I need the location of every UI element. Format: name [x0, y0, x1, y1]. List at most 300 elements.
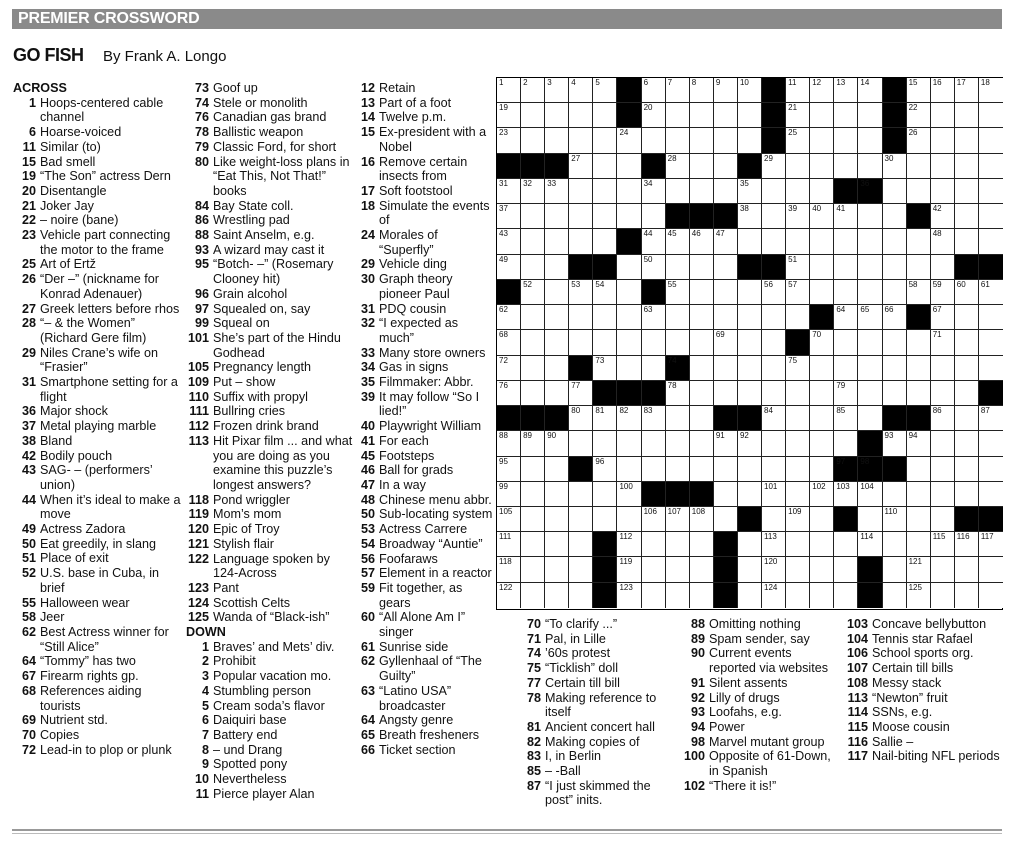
- grid-square[interactable]: [762, 305, 786, 330]
- grid-square[interactable]: [545, 330, 569, 355]
- grid-square[interactable]: [762, 229, 786, 254]
- grid-square[interactable]: [617, 583, 641, 608]
- grid-square[interactable]: [666, 532, 690, 557]
- grid-square[interactable]: [834, 78, 858, 103]
- grid-square[interactable]: [883, 356, 907, 381]
- grid-square[interactable]: [569, 381, 593, 406]
- grid-square[interactable]: [521, 280, 545, 305]
- grid-square[interactable]: [714, 431, 738, 456]
- grid-square[interactable]: [497, 532, 521, 557]
- grid-square[interactable]: [931, 255, 955, 280]
- grid-square[interactable]: [497, 482, 521, 507]
- grid-square[interactable]: [569, 280, 593, 305]
- grid-square[interactable]: [569, 128, 593, 153]
- grid-square[interactable]: [642, 406, 666, 431]
- grid-square[interactable]: [907, 507, 931, 532]
- grid-square[interactable]: [521, 431, 545, 456]
- grid-square[interactable]: [666, 431, 690, 456]
- grid-square[interactable]: [955, 78, 979, 103]
- grid-square[interactable]: [738, 583, 762, 608]
- grid-square[interactable]: [907, 583, 931, 608]
- grid-square[interactable]: [955, 330, 979, 355]
- grid-square[interactable]: [979, 482, 1003, 507]
- grid-square[interactable]: [521, 305, 545, 330]
- grid-square[interactable]: [690, 128, 714, 153]
- grid-square[interactable]: [834, 229, 858, 254]
- grid-square[interactable]: [690, 457, 714, 482]
- grid-square[interactable]: [569, 406, 593, 431]
- grid-square[interactable]: [521, 128, 545, 153]
- grid-square[interactable]: [690, 532, 714, 557]
- grid-square[interactable]: [883, 507, 907, 532]
- grid-square[interactable]: [569, 305, 593, 330]
- grid-square[interactable]: [593, 128, 617, 153]
- grid-square[interactable]: [569, 482, 593, 507]
- grid-square[interactable]: [955, 583, 979, 608]
- grid-square[interactable]: [690, 103, 714, 128]
- grid-square[interactable]: [497, 431, 521, 456]
- grid-square[interactable]: [955, 103, 979, 128]
- grid-square[interactable]: [762, 179, 786, 204]
- grid-square[interactable]: [907, 154, 931, 179]
- grid-square[interactable]: [931, 583, 955, 608]
- grid-square[interactable]: [931, 482, 955, 507]
- grid-square[interactable]: [834, 128, 858, 153]
- grid-square[interactable]: [979, 179, 1003, 204]
- grid-square[interactable]: [738, 330, 762, 355]
- grid-square[interactable]: [810, 406, 834, 431]
- grid-square[interactable]: [786, 482, 810, 507]
- grid-square[interactable]: [955, 482, 979, 507]
- grid-square[interactable]: [834, 330, 858, 355]
- grid-square[interactable]: [738, 103, 762, 128]
- grid-square[interactable]: [762, 507, 786, 532]
- grid-square[interactable]: [569, 431, 593, 456]
- grid-square[interactable]: [907, 280, 931, 305]
- grid-square[interactable]: [907, 330, 931, 355]
- grid-square[interactable]: [738, 204, 762, 229]
- grid-square[interactable]: [979, 457, 1003, 482]
- grid-square[interactable]: [569, 103, 593, 128]
- grid-square[interactable]: [521, 78, 545, 103]
- grid-square[interactable]: [858, 381, 882, 406]
- grid-square[interactable]: [931, 532, 955, 557]
- grid-square[interactable]: [666, 179, 690, 204]
- grid-square[interactable]: [979, 330, 1003, 355]
- grid-square[interactable]: [931, 356, 955, 381]
- grid-square[interactable]: [714, 457, 738, 482]
- grid-square[interactable]: [786, 179, 810, 204]
- grid-square[interactable]: [521, 103, 545, 128]
- grid-square[interactable]: [762, 557, 786, 582]
- grid-square[interactable]: [569, 532, 593, 557]
- grid-square[interactable]: [786, 356, 810, 381]
- grid-square[interactable]: [617, 179, 641, 204]
- grid-square[interactable]: [955, 128, 979, 153]
- grid-square[interactable]: [617, 406, 641, 431]
- grid-square[interactable]: [955, 557, 979, 582]
- grid-square[interactable]: [907, 557, 931, 582]
- grid-square[interactable]: [569, 78, 593, 103]
- grid-square[interactable]: [521, 330, 545, 355]
- grid-square[interactable]: [858, 532, 882, 557]
- grid-square[interactable]: [858, 154, 882, 179]
- grid-square[interactable]: [883, 154, 907, 179]
- grid-square[interactable]: [979, 154, 1003, 179]
- grid-square[interactable]: [690, 255, 714, 280]
- grid-square[interactable]: [834, 204, 858, 229]
- grid-square[interactable]: [690, 229, 714, 254]
- grid-square[interactable]: [907, 78, 931, 103]
- grid-square[interactable]: [979, 356, 1003, 381]
- grid-square[interactable]: [521, 507, 545, 532]
- grid-square[interactable]: [690, 179, 714, 204]
- grid-square[interactable]: [642, 457, 666, 482]
- grid-square[interactable]: [593, 305, 617, 330]
- grid-square[interactable]: [521, 255, 545, 280]
- grid-square[interactable]: [642, 128, 666, 153]
- grid-square[interactable]: [979, 431, 1003, 456]
- grid-square[interactable]: [786, 532, 810, 557]
- grid-square[interactable]: [931, 229, 955, 254]
- grid-square[interactable]: [834, 431, 858, 456]
- grid-square[interactable]: [617, 507, 641, 532]
- grid-square[interactable]: [642, 557, 666, 582]
- grid-square[interactable]: [545, 78, 569, 103]
- grid-square[interactable]: [834, 583, 858, 608]
- grid-square[interactable]: [810, 154, 834, 179]
- grid-square[interactable]: [593, 457, 617, 482]
- grid-square[interactable]: [907, 457, 931, 482]
- grid-square[interactable]: [593, 103, 617, 128]
- grid-square[interactable]: [666, 128, 690, 153]
- grid-square[interactable]: [497, 330, 521, 355]
- grid-square[interactable]: [979, 557, 1003, 582]
- grid-square[interactable]: [545, 179, 569, 204]
- grid-square[interactable]: [714, 229, 738, 254]
- grid-square[interactable]: [593, 356, 617, 381]
- grid-square[interactable]: [642, 78, 666, 103]
- grid-square[interactable]: [786, 406, 810, 431]
- grid-square[interactable]: [786, 557, 810, 582]
- grid-square[interactable]: [497, 457, 521, 482]
- grid-square[interactable]: [714, 78, 738, 103]
- grid-square[interactable]: [883, 280, 907, 305]
- grid-square[interactable]: [617, 255, 641, 280]
- grid-square[interactable]: [642, 103, 666, 128]
- grid-square[interactable]: [642, 179, 666, 204]
- grid-square[interactable]: [497, 78, 521, 103]
- grid-square[interactable]: [810, 457, 834, 482]
- grid-square[interactable]: [907, 229, 931, 254]
- grid-square[interactable]: [738, 179, 762, 204]
- grid-square[interactable]: [979, 103, 1003, 128]
- grid-square[interactable]: [497, 179, 521, 204]
- grid-square[interactable]: [979, 406, 1003, 431]
- grid-square[interactable]: [642, 255, 666, 280]
- grid-square[interactable]: [810, 482, 834, 507]
- grid-square[interactable]: [858, 204, 882, 229]
- grid-square[interactable]: [545, 482, 569, 507]
- grid-square[interactable]: [521, 179, 545, 204]
- grid-square[interactable]: [545, 204, 569, 229]
- grid-square[interactable]: [858, 103, 882, 128]
- grid-square[interactable]: [521, 583, 545, 608]
- grid-square[interactable]: [810, 532, 834, 557]
- grid-square[interactable]: [858, 229, 882, 254]
- grid-square[interactable]: [979, 532, 1003, 557]
- grid-square[interactable]: [666, 381, 690, 406]
- grid-square[interactable]: [979, 204, 1003, 229]
- grid-square[interactable]: [690, 280, 714, 305]
- grid-square[interactable]: [666, 154, 690, 179]
- grid-square[interactable]: [907, 128, 931, 153]
- grid-square[interactable]: [569, 204, 593, 229]
- grid-square[interactable]: [666, 406, 690, 431]
- grid-square[interactable]: [497, 507, 521, 532]
- grid-square[interactable]: [617, 280, 641, 305]
- grid-square[interactable]: [955, 356, 979, 381]
- grid-square[interactable]: [883, 381, 907, 406]
- grid-square[interactable]: [810, 280, 834, 305]
- grid-square[interactable]: [569, 154, 593, 179]
- grid-square[interactable]: [738, 557, 762, 582]
- grid-square[interactable]: [810, 255, 834, 280]
- grid-square[interactable]: [834, 255, 858, 280]
- grid-square[interactable]: [690, 557, 714, 582]
- grid-square[interactable]: [762, 532, 786, 557]
- grid-square[interactable]: [569, 557, 593, 582]
- grid-square[interactable]: [762, 154, 786, 179]
- grid-square[interactable]: [858, 482, 882, 507]
- grid-square[interactable]: [955, 204, 979, 229]
- grid-square[interactable]: [666, 507, 690, 532]
- grid-square[interactable]: [545, 557, 569, 582]
- grid-square[interactable]: [931, 204, 955, 229]
- grid-square[interactable]: [593, 204, 617, 229]
- grid-square[interactable]: [810, 583, 834, 608]
- grid-square[interactable]: [714, 280, 738, 305]
- grid-square[interactable]: [786, 431, 810, 456]
- grid-square[interactable]: [666, 255, 690, 280]
- grid-square[interactable]: [545, 583, 569, 608]
- grid-square[interactable]: [521, 457, 545, 482]
- grid-square[interactable]: [955, 305, 979, 330]
- grid-square[interactable]: [617, 128, 641, 153]
- grid-square[interactable]: [617, 457, 641, 482]
- grid-square[interactable]: [883, 229, 907, 254]
- grid-square[interactable]: [786, 229, 810, 254]
- grid-square[interactable]: [931, 78, 955, 103]
- grid-square[interactable]: [931, 103, 955, 128]
- grid-square[interactable]: [497, 583, 521, 608]
- grid-square[interactable]: [834, 154, 858, 179]
- grid-square[interactable]: [931, 406, 955, 431]
- grid-square[interactable]: [786, 128, 810, 153]
- grid-square[interactable]: [666, 78, 690, 103]
- grid-square[interactable]: [714, 356, 738, 381]
- grid-square[interactable]: [762, 406, 786, 431]
- grid-square[interactable]: [979, 280, 1003, 305]
- grid-square[interactable]: [714, 103, 738, 128]
- grid-square[interactable]: [569, 507, 593, 532]
- grid-square[interactable]: [858, 406, 882, 431]
- grid-square[interactable]: [617, 557, 641, 582]
- grid-square[interactable]: [617, 204, 641, 229]
- grid-square[interactable]: [642, 431, 666, 456]
- grid-square[interactable]: [497, 128, 521, 153]
- grid-square[interactable]: [738, 128, 762, 153]
- grid-square[interactable]: [642, 330, 666, 355]
- grid-square[interactable]: [497, 103, 521, 128]
- grid-square[interactable]: [883, 557, 907, 582]
- grid-square[interactable]: [786, 103, 810, 128]
- grid-square[interactable]: [786, 507, 810, 532]
- grid-square[interactable]: [545, 507, 569, 532]
- grid-square[interactable]: [931, 330, 955, 355]
- grid-square[interactable]: [834, 103, 858, 128]
- grid-square[interactable]: [738, 431, 762, 456]
- grid-square[interactable]: [642, 507, 666, 532]
- grid-square[interactable]: [617, 482, 641, 507]
- grid-square[interactable]: [834, 305, 858, 330]
- grid-square[interactable]: [714, 482, 738, 507]
- grid-square[interactable]: [690, 305, 714, 330]
- grid-square[interactable]: [497, 356, 521, 381]
- grid-square[interactable]: [883, 305, 907, 330]
- grid-square[interactable]: [955, 179, 979, 204]
- grid-square[interactable]: [834, 280, 858, 305]
- grid-square[interactable]: [955, 229, 979, 254]
- grid-square[interactable]: [810, 557, 834, 582]
- grid-square[interactable]: [642, 583, 666, 608]
- grid-square[interactable]: [521, 532, 545, 557]
- grid-square[interactable]: [593, 78, 617, 103]
- grid-square[interactable]: [545, 305, 569, 330]
- grid-square[interactable]: [907, 482, 931, 507]
- grid-square[interactable]: [714, 154, 738, 179]
- grid-square[interactable]: [786, 381, 810, 406]
- grid-square[interactable]: [786, 457, 810, 482]
- grid-square[interactable]: [545, 255, 569, 280]
- grid-square[interactable]: [666, 229, 690, 254]
- grid-square[interactable]: [690, 381, 714, 406]
- grid-square[interactable]: [858, 305, 882, 330]
- grid-square[interactable]: [858, 128, 882, 153]
- grid-square[interactable]: [738, 457, 762, 482]
- grid-square[interactable]: [521, 482, 545, 507]
- grid-square[interactable]: [762, 482, 786, 507]
- grid-square[interactable]: [931, 381, 955, 406]
- grid-square[interactable]: [617, 431, 641, 456]
- grid-square[interactable]: [762, 204, 786, 229]
- grid-square[interactable]: [931, 305, 955, 330]
- grid-square[interactable]: [545, 431, 569, 456]
- grid-square[interactable]: [569, 583, 593, 608]
- grid-square[interactable]: [810, 431, 834, 456]
- grid-square[interactable]: [545, 103, 569, 128]
- grid-square[interactable]: [858, 255, 882, 280]
- grid-square[interactable]: [714, 305, 738, 330]
- grid-square[interactable]: [858, 356, 882, 381]
- grid-square[interactable]: [569, 179, 593, 204]
- grid-square[interactable]: [883, 583, 907, 608]
- grid-square[interactable]: [617, 305, 641, 330]
- grid-square[interactable]: [810, 330, 834, 355]
- grid-square[interactable]: [521, 381, 545, 406]
- grid-square[interactable]: [642, 305, 666, 330]
- grid-square[interactable]: [907, 356, 931, 381]
- grid-square[interactable]: [617, 532, 641, 557]
- grid-square[interactable]: [666, 305, 690, 330]
- grid-square[interactable]: [834, 381, 858, 406]
- grid-square[interactable]: [497, 229, 521, 254]
- grid-square[interactable]: [858, 280, 882, 305]
- grid-square[interactable]: [617, 154, 641, 179]
- grid-square[interactable]: [521, 356, 545, 381]
- grid-square[interactable]: [593, 229, 617, 254]
- grid-square[interactable]: [738, 482, 762, 507]
- grid-square[interactable]: [786, 583, 810, 608]
- grid-square[interactable]: [521, 557, 545, 582]
- grid-square[interactable]: [714, 179, 738, 204]
- grid-square[interactable]: [666, 280, 690, 305]
- grid-square[interactable]: [642, 204, 666, 229]
- grid-square[interactable]: [690, 356, 714, 381]
- grid-square[interactable]: [738, 381, 762, 406]
- grid-square[interactable]: [545, 128, 569, 153]
- grid-square[interactable]: [786, 280, 810, 305]
- grid-square[interactable]: [786, 154, 810, 179]
- grid-square[interactable]: [497, 204, 521, 229]
- grid-square[interactable]: [738, 78, 762, 103]
- grid-square[interactable]: [690, 330, 714, 355]
- grid-square[interactable]: [834, 356, 858, 381]
- grid-square[interactable]: [762, 330, 786, 355]
- grid-square[interactable]: [955, 381, 979, 406]
- grid-square[interactable]: [883, 431, 907, 456]
- grid-square[interactable]: [810, 381, 834, 406]
- grid-square[interactable]: [714, 255, 738, 280]
- grid-square[interactable]: [786, 305, 810, 330]
- grid-square[interactable]: [762, 280, 786, 305]
- grid-square[interactable]: [810, 356, 834, 381]
- grid-square[interactable]: [931, 431, 955, 456]
- grid-square[interactable]: [955, 154, 979, 179]
- grid-square[interactable]: [690, 507, 714, 532]
- grid-square[interactable]: [762, 457, 786, 482]
- grid-square[interactable]: [497, 255, 521, 280]
- grid-square[interactable]: [786, 204, 810, 229]
- grid-square[interactable]: [786, 78, 810, 103]
- grid-square[interactable]: [810, 128, 834, 153]
- grid-square[interactable]: [907, 381, 931, 406]
- grid-square[interactable]: [834, 482, 858, 507]
- grid-square[interactable]: [810, 507, 834, 532]
- grid-square[interactable]: [593, 507, 617, 532]
- grid-square[interactable]: [593, 482, 617, 507]
- grid-square[interactable]: [858, 330, 882, 355]
- grid-square[interactable]: [642, 356, 666, 381]
- grid-square[interactable]: [931, 557, 955, 582]
- grid-square[interactable]: [738, 280, 762, 305]
- grid-square[interactable]: [907, 179, 931, 204]
- grid-square[interactable]: [545, 457, 569, 482]
- grid-square[interactable]: [955, 431, 979, 456]
- grid-square[interactable]: [690, 406, 714, 431]
- grid-square[interactable]: [714, 381, 738, 406]
- grid-square[interactable]: [907, 255, 931, 280]
